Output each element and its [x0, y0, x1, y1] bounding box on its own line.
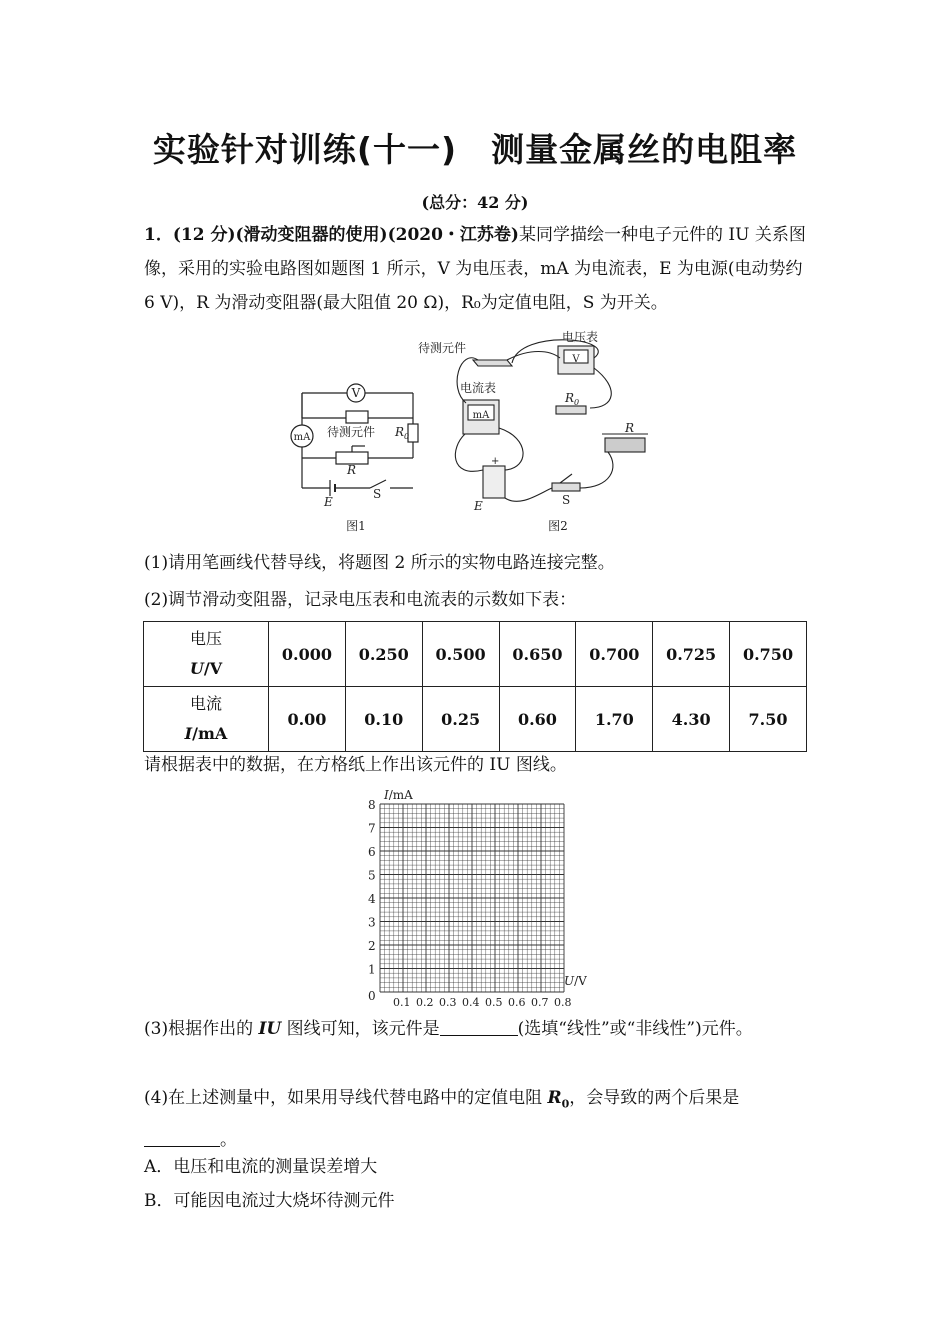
fig2-s-label: S — [562, 493, 571, 507]
question-1-part-2: (2)调节滑动变阻器，记录电压表和电流表的示数如下表： — [144, 590, 577, 610]
fig1-e-label: E — [324, 495, 333, 509]
question-1-part-4: (4)在上述测量中，如果用导线代替电路中的定值电阻 $R_0$，会导致的两个后果是 。 — [144, 1088, 740, 1151]
table-cell: 1.70 — [576, 687, 653, 752]
x-tick-label: 0.7 — [531, 996, 549, 1009]
table-cell: 0.650 — [499, 622, 576, 687]
table-cell: 0.750 — [730, 622, 807, 687]
fig2-r0-label: $R_0$ — [565, 391, 580, 407]
fig2-plus-label: + — [491, 456, 500, 467]
answer-blank-4[interactable] — [144, 1128, 220, 1147]
table-cell: 0.000 — [269, 622, 346, 687]
circuit-figures — [290, 328, 670, 542]
fig2-ammeter-label: 电流表 — [460, 381, 497, 395]
x-tick-label: 0.5 — [485, 996, 503, 1009]
table-row — [144, 622, 807, 687]
table-row — [144, 687, 807, 752]
fig1-r-label: R — [347, 463, 357, 477]
y-axis-label: I/mA — [384, 788, 413, 802]
table-cell: 0.700 — [576, 622, 653, 687]
table-cell: 0.250 — [345, 622, 422, 687]
y-tick-label: 5 — [368, 868, 376, 883]
fig2-voltmeter-label: 电压表 — [562, 330, 599, 344]
question-1-stem — [144, 218, 812, 320]
table-cell: 0.00 — [269, 687, 346, 752]
y-tick-label: 1 — [368, 962, 376, 977]
measurement-table — [143, 621, 807, 752]
y-tick-label: 7 — [368, 821, 376, 836]
origin-label: 0 — [368, 989, 376, 1003]
y-tick-label: 4 — [368, 892, 376, 906]
fig1-voltmeter-label: V — [351, 386, 361, 400]
fig2-ma-label: mA — [472, 410, 490, 421]
current-header: 电流 I/mA — [144, 687, 269, 752]
table-cell: 7.50 — [730, 687, 807, 752]
question-1-part-1: (1)请用笔画线代替导线，将题图 2 所示的实物电路连接完整。 — [144, 553, 615, 573]
total-score: (总分：42 分) — [421, 193, 529, 212]
x-tick-label: 0.1 — [393, 996, 411, 1009]
fig1-s-label: S — [373, 487, 382, 501]
table-cell: 0.10 — [345, 687, 422, 752]
voltage-header: 电压 U/V — [144, 622, 269, 687]
page-title: 实验针对训练(十一) 测量金属丝的电阻率 — [152, 130, 798, 169]
fig1-ammeter-label: mA — [293, 432, 311, 443]
table-cell: 0.25 — [422, 687, 499, 752]
fig2-e-label: E — [474, 499, 483, 513]
figure-2-caption: 图2 — [548, 519, 568, 533]
y-tick-label: 3 — [368, 915, 376, 930]
fig1-element-label: 待测元件 — [327, 425, 376, 439]
x-tick-label: 0.2 — [416, 996, 434, 1009]
fig1-r0-label: $R_0$ — [395, 425, 410, 441]
table-cell: 0.725 — [653, 622, 730, 687]
y-tick-label: 2 — [368, 939, 376, 953]
fig2-v-label: V — [572, 354, 580, 365]
option-b: B．可能因电流过大烧坏待测元件 — [144, 1191, 395, 1211]
figure-1-circuit — [302, 393, 418, 496]
x-axis-label: U/V — [564, 974, 587, 988]
x-tick-label: 0.4 — [462, 996, 480, 1009]
x-tick-label: 0.6 — [508, 996, 526, 1009]
graph-paper — [352, 782, 602, 1010]
figure-1-caption: 图1 — [346, 519, 366, 533]
y-tick-label: 6 — [368, 845, 376, 859]
question-1-part-3: (3)根据作出的 IU 图线可知，该元件是 (选填“线性”或“非线性”)元件。 — [144, 1019, 753, 1039]
option-a: A．电压和电流的测量误差增大 — [144, 1157, 378, 1177]
y-tick-label: 8 — [368, 798, 376, 812]
question-1-lead: 1．(12 分)(滑动变阻器的使用)(2020・江苏卷) — [144, 225, 519, 245]
question-1-body: 某同学描绘一种电子元件的 IU 关系图像，采用的实验电路图如题图 1 所示，V 为电压表，mA 为电流表，E 为电源(电动势约 6 V)，R 为滑动变阻器(最大阻值 20 Ω)，R₀为定值电阻，S 为开关。 — [144, 225, 806, 313]
table-cell: 0.60 — [499, 687, 576, 752]
x-tick-label: 0.3 — [439, 996, 457, 1009]
x-tick-label: 0.8 — [554, 996, 572, 1009]
fig2-r-label: R — [625, 421, 635, 435]
table-cell: 4.30 — [653, 687, 730, 752]
fig2-element-label: 待测元件 — [418, 341, 467, 355]
answer-blank-3[interactable] — [440, 1017, 518, 1036]
plot-instruction: 请根据表中的数据，在方格纸上作出该元件的 IU 图线。 — [144, 755, 567, 775]
table-cell: 0.500 — [422, 622, 499, 687]
